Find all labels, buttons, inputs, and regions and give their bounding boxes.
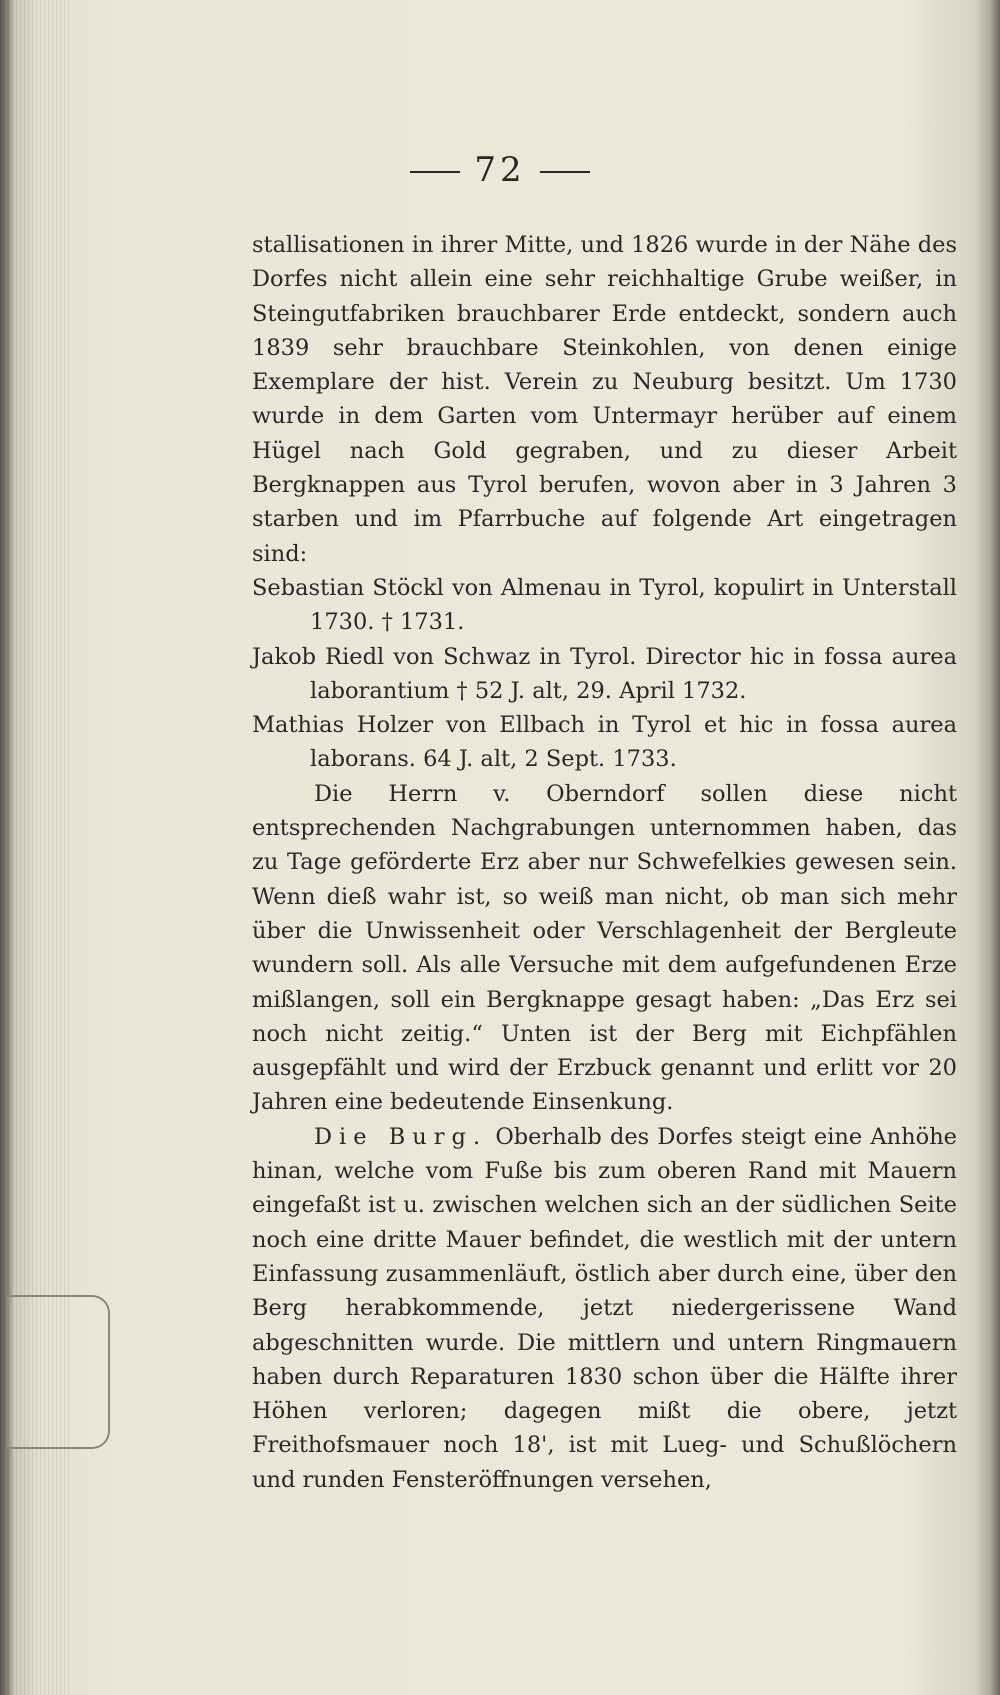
page-number: 72 <box>474 150 526 190</box>
page-header <box>0 150 1000 190</box>
body-text <box>252 228 957 1497</box>
paragraph-3-text: Oberhalb des Dorfes steigt eine Anhöhe hinan, welche vom Fuße bis zum oberen Rand mit Mauern eingefaßt ist u. zwischen welchen sich an der südlichen Seite noch eine dritte Mauer befindet, die westlich mit der untern Einfassung zusammenläuft, östlich aber durch eine, über den Berg herabkommende, jetzt niedergerissene Wand abgeschnitten wurde. Die mittlern und untern Ringmauern haben durch Reparaturen 1830 schon über die Hälfte ihrer Höhen verloren; dagegen mißt die obere, jetzt Freithofsmauer noch 18', ist mit Lueg- und Schußlöchern und runden Fensteröffnungen versehen, <box>252 1123 957 1493</box>
paragraph-3 <box>252 1120 957 1497</box>
section-heading-burg: Die Burg. <box>314 1123 488 1150</box>
header-dash-right <box>540 171 590 173</box>
paragraph-1: stallisationen in ihrer Mitte, und 1826 wurde in der Nähe des Dorfes nicht allein eine sehr reichhaltige Grube weißer, in Steingutfabriken brauchbarer Erde entdeckt, sondern auch 1839 sehr brauchbare Steinkohlen, von denen einige Exemplare der hist. Verein zu Neuburg besitzt. Um 1730 wurde in dem Garten vom Untermayr herüber auf einem Hügel nach Gold gegraben, und zu dieser Arbeit Bergknappen aus Tyrol berufen, wovon aber in 3 Jahren 3 starben und im Pfarrbuche auf folgende Art eingetragen sind: <box>252 232 957 567</box>
record-2: Jakob Riedl von Schwaz in Tyrol. Director hic in fossa aurea laborantium † 52 J. alt, 29. April 1732. <box>252 643 957 704</box>
record-3: Mathias Holzer von Ellbach in Tyrol et hic in fossa aurea laborans. 64 J. alt, 2 Sept. 1733. <box>252 712 957 773</box>
binding-tab <box>6 1295 110 1449</box>
paragraph-2: Die Herrn v. Oberndorf sollen diese nicht entsprechenden Nachgrabungen unternommen haben, das zu Tage geförderte Erz aber nur Schwefelkies gewesen sein. Wenn dieß wahr ist, so weiß man nicht, ob man sich mehr über die Unwissenheit oder Verschlagenheit der Bergleute wundern soll. Als alle Versuche mit dem aufgefundenen Erze mißlangen, soll ein Bergknappe gesagt haben: „Das Erz sei noch nicht zeitig.“ Unten ist der Berg mit Eichpfählen ausgepfählt und wird der Erzbuck genannt und erlitt vor 20 Jahren eine bedeutende Einsenkung. <box>252 780 957 1116</box>
record-1: Sebastian Stöckl von Almenau in Tyrol, kopulirt in Unterstall 1730. † 1731. <box>252 574 957 636</box>
header-dash-left <box>410 171 460 173</box>
